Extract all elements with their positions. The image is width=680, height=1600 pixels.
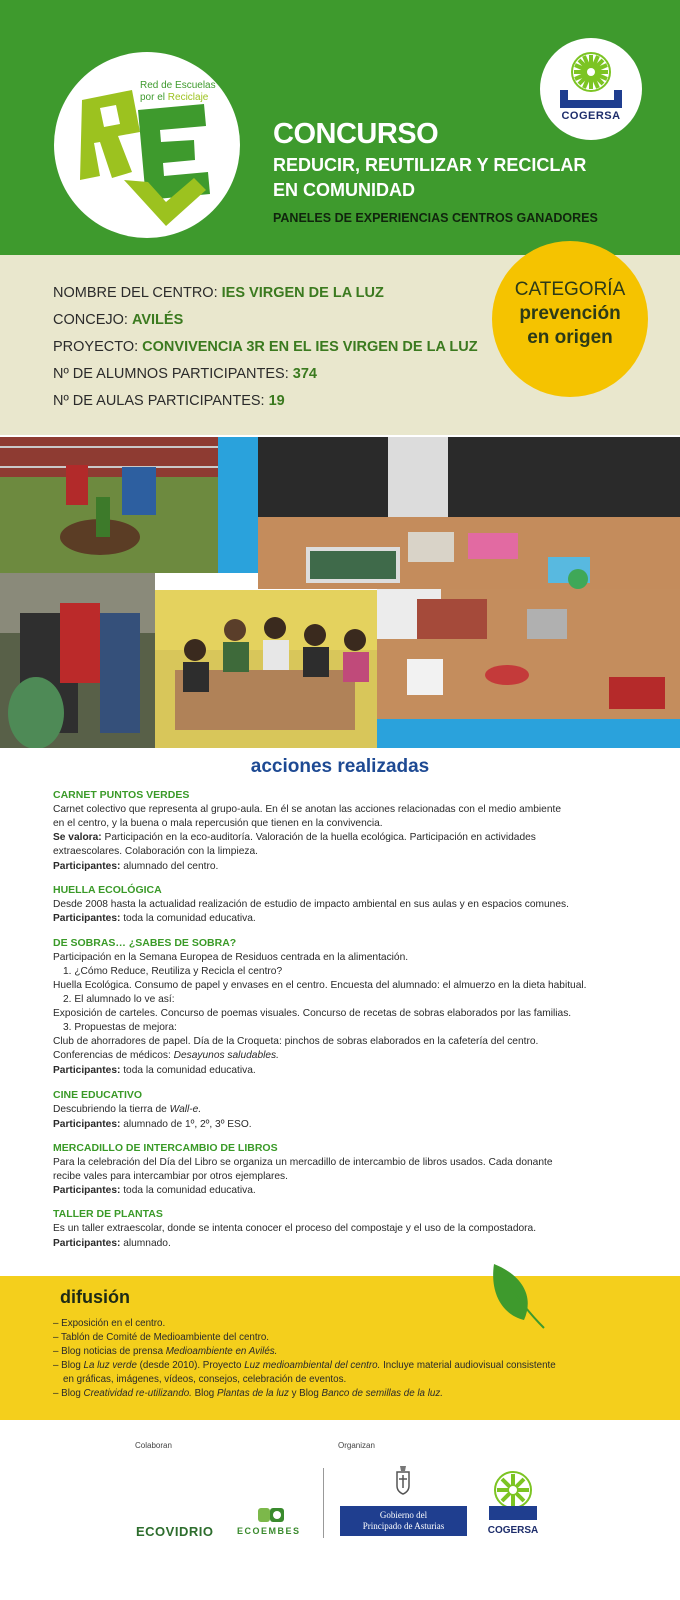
photo-painting-frames xyxy=(258,437,680,589)
leaf-icon xyxy=(488,1262,550,1330)
difusion-item-6f: Banco de semillas de la luz. xyxy=(321,1388,443,1399)
aulas-line xyxy=(53,393,285,409)
cine-heading: CINE EDUCATIVO xyxy=(53,1089,143,1101)
huella-participantes xyxy=(53,913,256,924)
sobras-line-4: 2. El alumnado lo ve así: xyxy=(63,994,175,1005)
sobras-part-text: toda la comunidad educativa. xyxy=(120,1065,256,1076)
taller-participantes xyxy=(53,1238,171,1249)
mercadillo-participantes xyxy=(53,1185,256,1196)
proyecto-line xyxy=(53,339,478,355)
proyecto-label: PROYECTO: xyxy=(53,339,143,355)
cogersa-name: COGERSA xyxy=(561,110,621,122)
difusion-item-4b: La luz verde xyxy=(83,1360,137,1371)
taller-part-text: alumnado. xyxy=(120,1238,171,1249)
centro-value: IES VIRGEN DE LA LUZ xyxy=(221,285,384,301)
category-badge xyxy=(492,241,648,397)
tagline-line-2a: por el xyxy=(140,92,168,103)
concejo-line xyxy=(53,312,183,328)
difusion-item-4e: Incluye material audiovisual consistente xyxy=(380,1360,556,1371)
taller-part-label: Participantes: xyxy=(53,1238,121,1249)
sobras-line-1: Participación en la Semana Europea de Residuos centrada en la alimentación. xyxy=(53,952,409,963)
ecovidrio-logo: ECOVIDRIO xyxy=(136,1524,214,1539)
carnet-participantes xyxy=(53,861,218,872)
carnet-heading: CARNET PUNTOS VERDES xyxy=(53,789,190,801)
sobras-line-8 xyxy=(53,1050,279,1061)
sobras-line-5: Exposición de carteles. Concurso de poemas visuales. Concurso de recetas de sobras elaborados por las familias. xyxy=(53,1008,572,1019)
carnet-line-2: en el centro, y la buena o mala repercusión que tienen en la convivencia. xyxy=(53,818,383,829)
difusion-item-6 xyxy=(53,1388,443,1399)
acciones-title: acciones realizadas xyxy=(250,756,430,777)
cine-participantes xyxy=(53,1119,252,1130)
red-escuelas-logo xyxy=(54,52,240,238)
gobierno-asturias-logo xyxy=(340,1506,467,1536)
carnet-part-label: Participantes: xyxy=(53,861,121,872)
difusion-item-1: – Exposición en el centro. xyxy=(53,1318,166,1329)
difusion-item-6c: Blog xyxy=(191,1388,217,1399)
tagline-line-1: Red de Escuelas xyxy=(140,80,216,91)
proyecto-value: CONVIVENCIA 3R EN EL IES VIRGEN DE LA LUZ xyxy=(142,339,478,355)
difusion-item-4c: (desde 2010). Proyecto xyxy=(136,1360,245,1371)
centro-label: NOMBRE DEL CENTRO: xyxy=(53,285,222,301)
cogersa-bottom-emblem-icon xyxy=(483,1468,543,1524)
organizan-label: Organizan xyxy=(338,1441,375,1450)
category-value-2: en origen xyxy=(527,327,613,348)
red-escuelas-tagline xyxy=(140,80,216,104)
sobras-line-2: 1. ¿Cómo Reduce, Reutiliza y Recicla el centro? xyxy=(63,966,283,977)
contest-subtitle-1: REDUCIR, REUTILIZAR Y RECICLAR xyxy=(273,155,587,175)
carnet-line-1: Carnet colectivo que representa al grupo-aula. En él se anotan las acciones relacionadas con el medio ambiente xyxy=(53,804,561,815)
difusion-item-4a: – Blog xyxy=(53,1360,84,1371)
difusion-item-3a: – Blog noticias de prensa xyxy=(53,1346,166,1357)
alumnos-label: Nº DE ALUMNOS PARTICIPANTES: xyxy=(53,366,293,382)
difusion-item-5: en gráficas, imágenes, vídeos, consejos, celebración de eventos. xyxy=(63,1374,347,1385)
sobras-line-8b: Desayunos saludables. xyxy=(173,1050,279,1061)
ecoembes-icon xyxy=(256,1506,286,1524)
sobras-part-label: Participantes: xyxy=(53,1065,121,1076)
asturias-crest-icon xyxy=(393,1466,413,1496)
gobierno-line-2: Principado de Asturias xyxy=(362,1521,445,1531)
difusion-item-3 xyxy=(53,1346,277,1357)
taller-heading: TALLER DE PLANTAS xyxy=(53,1208,163,1220)
huella-part-label: Participantes: xyxy=(53,913,121,924)
colaboran-label: Colaboran xyxy=(135,1441,172,1450)
contest-title: CONCURSO xyxy=(273,118,439,150)
huella-heading: HUELLA ECOLÓGICA xyxy=(53,884,162,896)
ecoembes-logo: ECOEMBES xyxy=(237,1526,301,1536)
cine-line-1 xyxy=(53,1104,201,1115)
photo-blue-strip xyxy=(377,719,680,748)
sobras-line-7: Club de ahorradores de papel. Día de la Croqueta: pinchos de sobras elaborados en la cafetería del centro. xyxy=(53,1036,539,1047)
cogersa-bottom-name: COGERSA xyxy=(487,1525,539,1536)
mercadillo-part-text: toda la comunidad educativa. xyxy=(120,1185,256,1196)
cogersa-logo-top xyxy=(540,38,642,140)
sobras-line-3: Huella Ecológica. Consumo de papel y envases en el centro. Encuesta del alumnado: el almuerzo en la dieta habitual. xyxy=(53,980,587,991)
difusion-item-6e: y Blog xyxy=(288,1388,322,1399)
carnet-valora-text: Participación en la eco-auditoría. Valoración de la huella ecológica. Participación en actividades xyxy=(101,832,536,843)
difusion-item-3b: Medioambiente en Avilés. xyxy=(165,1346,278,1357)
category-value-1: prevención xyxy=(519,303,621,324)
mercadillo-line-1: Para la celebración del Día del Libro se organiza un mercadillo de intercambio de libros usados. Cada donante xyxy=(53,1157,553,1168)
sobras-line-6: 3. Propuestas de mejora: xyxy=(63,1022,177,1033)
alumnos-value: 374 xyxy=(292,366,317,382)
mercadillo-heading: MERCADILLO DE INTERCAMBIO DE LIBROS xyxy=(53,1142,278,1154)
huella-line-1: Desde 2008 hasta la actualidad realización de estudio de impacto ambiental en sus aulas y en espacios comunes. xyxy=(53,899,569,910)
sobras-participantes xyxy=(53,1065,256,1076)
carnet-valora-label: Se valora: xyxy=(53,832,102,843)
photo-paint-jars xyxy=(377,589,680,719)
difusion-item-6b: Creatividad re-utilizando. xyxy=(83,1388,192,1399)
mercadillo-part-label: Participantes: xyxy=(53,1185,121,1196)
aulas-label: Nº DE AULAS PARTICIPANTES: xyxy=(53,393,269,409)
aulas-value: 19 xyxy=(268,393,285,409)
alumnos-line xyxy=(53,366,317,382)
difusion-item-4 xyxy=(53,1360,556,1371)
mercadillo-line-2: recibe vales para intercambiar por otros ejemplares. xyxy=(53,1171,288,1182)
tagline-line-2b: Reciclaje xyxy=(167,92,209,103)
cogersa-emblem-icon xyxy=(540,38,642,140)
contest-subtitle-3: PANELES DE EXPERIENCIAS CENTROS GANADORES xyxy=(273,211,598,225)
cine-part-text: alumnado de 1º, 2º, 3º ESO. xyxy=(120,1119,252,1130)
footer-divider xyxy=(323,1468,324,1538)
category-label: CATEGORÍA xyxy=(514,279,626,300)
centro-line xyxy=(53,285,384,301)
cine-part-label: Participantes: xyxy=(53,1119,121,1130)
gobierno-line-1: Gobierno del xyxy=(379,1510,428,1520)
photo-blue-panel xyxy=(218,437,258,573)
photo-compost-bin xyxy=(0,573,155,748)
difusion-title: difusión xyxy=(60,1287,130,1307)
concejo-label: CONCEJO: xyxy=(53,312,132,328)
cine-line-1a: Descubriendo la tierra de xyxy=(53,1104,170,1115)
huella-part-text: toda la comunidad educativa. xyxy=(120,913,256,924)
carnet-part-text: alumnado del centro. xyxy=(120,861,219,872)
contest-subtitle-2: EN COMUNIDAD xyxy=(273,180,415,200)
taller-line-1: Es un taller extraescolar, donde se intenta conocer el proceso del compostaje y el uso de la compostadora. xyxy=(53,1223,537,1234)
carnet-line-3 xyxy=(53,832,536,843)
sobras-heading: DE SOBRAS… ¿SABES DE SOBRA? xyxy=(53,937,237,949)
difusion-item-4d: Luz medioambiental del centro. xyxy=(244,1360,381,1371)
difusion-item-6a: – Blog xyxy=(53,1388,84,1399)
difusion-item-2: – Tablón de Comité de Medioambiente del centro. xyxy=(53,1332,270,1343)
difusion-item-6d: Plantas de la luz xyxy=(216,1388,289,1399)
sobras-line-8a: Conferencias de médicos: xyxy=(53,1050,174,1061)
carnet-line-4: extraescolares. Colaboración con la limpieza. xyxy=(53,846,258,857)
photo-students-table xyxy=(155,590,377,748)
cine-line-1b: Wall-e. xyxy=(169,1104,202,1115)
photo-planting xyxy=(0,437,218,573)
concejo-value: AVILÉS xyxy=(131,312,184,328)
